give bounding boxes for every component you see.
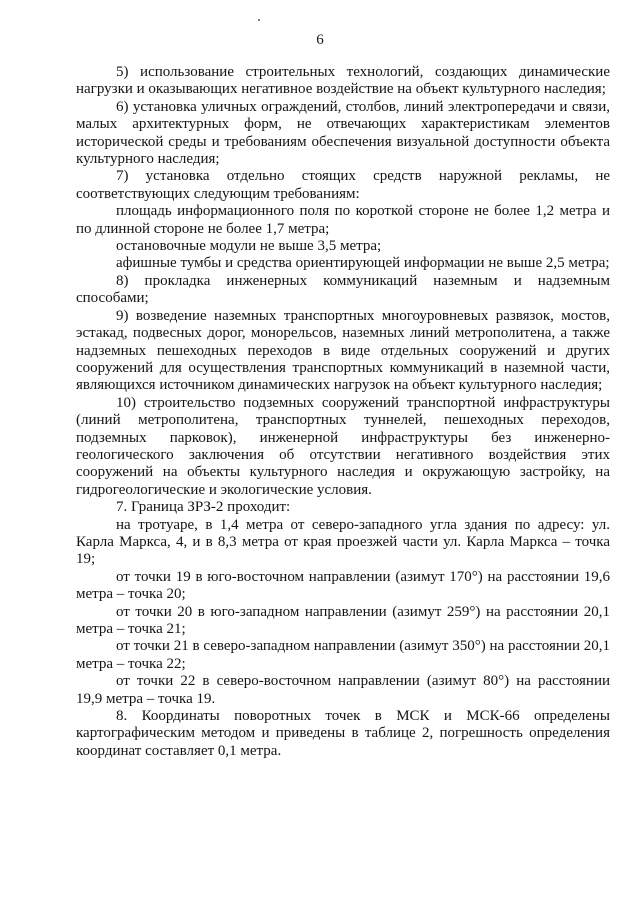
paragraph-item-6: 6) установка уличных ограждений, столбов, линий электропередачи и связи, малых архитектурных форм, не отвечающих характеристикам элементов исторической среды и требованиям обеспечения визуальной доступности объекта культурного наследия; xyxy=(76,98,610,168)
paragraph-requirement-posters: афишные тумбы и средства ориентирующей информации не выше 2,5 метра; xyxy=(116,255,610,272)
section-coordinates: 8. Координаты поворотных точек в МСК и МСК-66 определены картографическим методом и приведены в таблице 2, погрешность определения координат составляет 0,1 метра. xyxy=(76,708,610,759)
boundary-point-19: на тротуаре, в 1,4 метра от северо-западного угла здания по адресу: ул. Карла Маркса, 4, и в 8,3 метра от края проезжей части ул. Карла Маркса – точка 19; xyxy=(76,516,610,568)
boundary-point-22: от точки 21 в северо-западном направлении (азимут 350°) на расстоянии 20,1 метра – точка 22; xyxy=(76,638,610,672)
paragraph-requirement-area: площадь информационного поля по короткой стороне не более 1,2 метра и по длинной стороне не более 1,7 метра; xyxy=(76,203,610,237)
paragraph-item-8: 8) прокладка инженерных коммуникаций наземным и надземным способами; xyxy=(76,272,610,307)
paragraph-item-10: 10) строительство подземных сооружений транспортной инфраструктуры (линий метрополитена, транспортных туннелей, пешеходных переходов, подземных парковок), инженерной инфраструктуры без инженерно-геологического заключения об отсутствии негативного воздействия этих сооружений на объекты культурного наследия и окружающую застройку, на гидрогеологические и экологические условия. xyxy=(76,394,610,498)
scan-speck xyxy=(258,19,260,21)
boundary-point-21: от точки 20 в юго-западном направлении (азимут 259°) на расстоянии 20,1 метра – точка 21; xyxy=(76,603,610,637)
boundary-point-20: от точки 19 в юго-восточном направлении (азимут 170°) на расстоянии 19,6 метра – точка 20; xyxy=(76,568,610,603)
paragraph-item-5: 5) использование строительных технологий, создающих динамические нагрузки и оказывающих негативное воздействие на объект культурного наследия; xyxy=(76,64,610,98)
section-heading-zrz-2: 7. Граница ЗРЗ-2 проходит: xyxy=(116,499,291,516)
document-body xyxy=(76,64,610,760)
page-number: 6 xyxy=(316,32,324,48)
boundary-closing-point-19: от точки 22 в северо-восточном направлении (азимут 80°) на расстоянии 19,9 метра – точка 19. xyxy=(76,673,610,707)
paragraph-item-7: 7) установка отдельно стоящих средств наружной рекламы, не соответствующих следующим требованиям: xyxy=(76,168,610,202)
paragraph-item-9: 9) возведение наземных транспортных многоуровневых развязок, мостов, эстакад, подвесных дорог, монорельсов, наземных линий метрополитена, а также надземных пешеходных переходов в виде отдельных сооружений и других сооружений для осуществления транспортных коммуникаций в наземной части, являющихся источником динамических нагрузок на объект культурного наследия; xyxy=(76,307,610,394)
paragraph-requirement-stops: остановочные модули не выше 3,5 метра; xyxy=(116,238,382,255)
